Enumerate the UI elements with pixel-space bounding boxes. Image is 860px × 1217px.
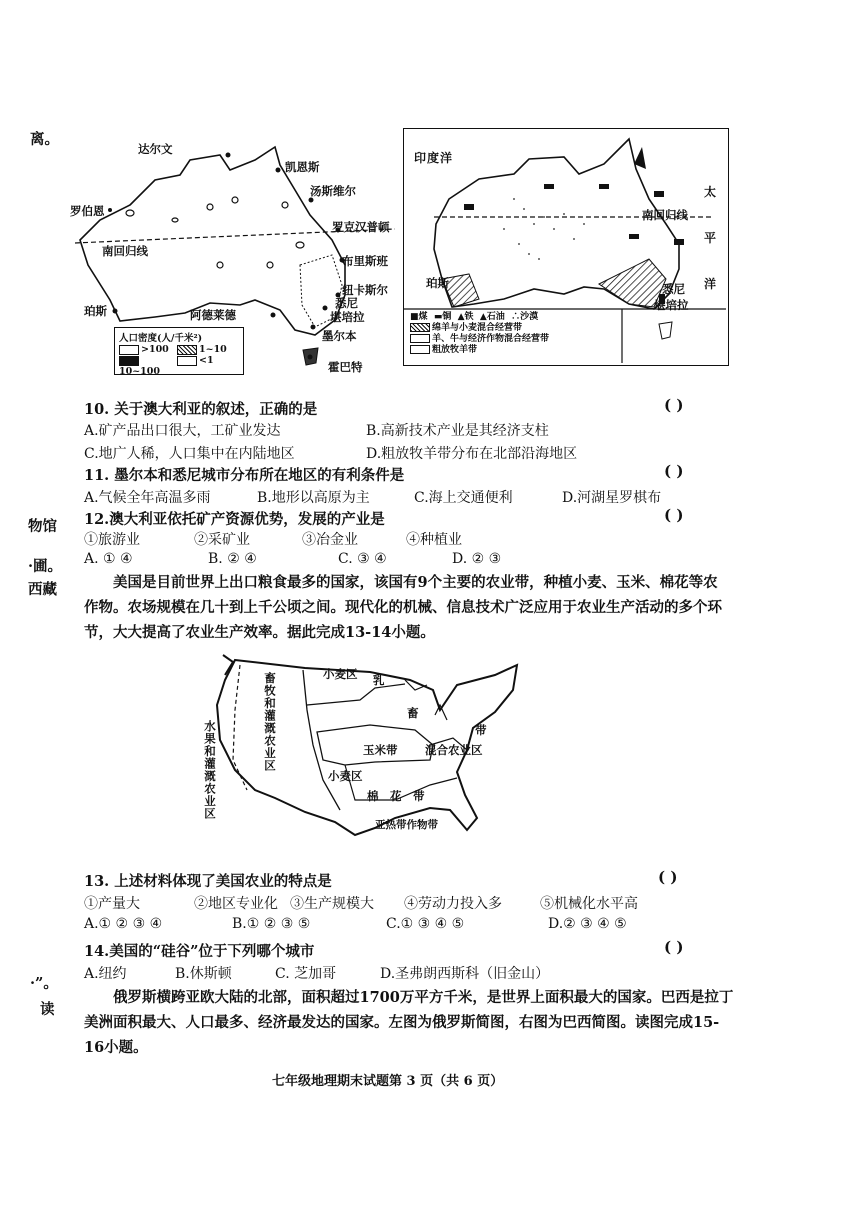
- q10-stem: 10. 关于澳大利亚的叙述，正确的是: [84, 401, 318, 418]
- q12-item-2: ②采矿业: [194, 532, 250, 548]
- q10-option-c[interactable]: C.地广人稀，人口集中在内陆地区: [84, 446, 295, 462]
- q12-answer-blank[interactable]: ( ): [664, 506, 684, 524]
- label-indian-ocean: 印度洋: [414, 151, 454, 165]
- q12-option-b[interactable]: B. ② ④: [208, 551, 257, 567]
- q14-option-b[interactable]: B.休斯顿: [175, 966, 232, 982]
- label-dairy-1: 乳: [373, 673, 385, 687]
- label-rockhampton: 罗克汉普顿: [332, 220, 390, 234]
- margin-mark-4: ·”。: [30, 975, 58, 992]
- label-fruit-irrigation: 水果和灌溉农业区: [203, 720, 217, 820]
- q10-option-b[interactable]: B.高新技术产业是其经济支柱: [366, 423, 549, 439]
- australia-agriculture-map: [403, 128, 729, 366]
- legend-coal: ■煤: [410, 312, 428, 322]
- label-cotton-belt: 棉 花 带: [367, 789, 425, 803]
- label-dairy-2: 畜: [407, 706, 419, 720]
- legend-item: 粗放牧羊带: [410, 345, 618, 356]
- label-pacific: 太平洋: [704, 185, 717, 291]
- label-corn-belt: 玉米带: [363, 743, 398, 757]
- q14-option-d[interactable]: D.圣弗朗西斯科（旧金山）: [380, 966, 550, 982]
- australia-population-map: [70, 135, 410, 380]
- legend-item: 1~10: [177, 344, 235, 355]
- legend-oil: ▲石油: [479, 312, 505, 322]
- q13-stem: 13. 上述材料体现了美国农业的特点是: [84, 873, 332, 890]
- label-cairns: 凯恩斯: [285, 160, 320, 174]
- q12-option-c[interactable]: C. ③ ④: [338, 551, 387, 567]
- passage-usa-agriculture: 美国是目前世界上出口粮食最多的国家，该国有9个主要的农业带，种植小麦、玉米、棉花等农作物。农场规模在几十到上千公顷之间。现代化的机械、信息技术广泛应用于农业生产活动的多个环节，大大提高了农业生产效率。据此完成13-14小题。: [84, 574, 722, 641]
- q12-item-1: ①旅游业: [84, 532, 140, 548]
- population-legend: [114, 327, 244, 375]
- label-canberra: 堪培拉: [330, 310, 365, 324]
- q11-stem: 11. 墨尔本和悉尼城市分布所在地区的有利条件是: [84, 467, 405, 484]
- label-canberra-right: 堪培拉: [654, 298, 689, 312]
- q12-item-3: ③冶金业: [302, 532, 358, 548]
- q12-option-a[interactable]: A. ① ④: [84, 551, 133, 567]
- margin-mark-5: 读: [40, 1001, 55, 1018]
- label-perth: 珀斯: [84, 304, 107, 318]
- margin-mark-2: ·圃。: [28, 558, 63, 575]
- label-townsville: 汤斯维尔: [310, 184, 356, 198]
- label-melbourne: 墨尔本: [322, 329, 357, 343]
- q11-option-d[interactable]: D.河湖星罗棋布: [562, 490, 662, 506]
- label-sydney: 悉尼: [335, 296, 358, 310]
- label-mixed-farming: 混合农业区: [425, 743, 483, 757]
- legend-iron: ▲铁: [457, 312, 474, 322]
- label-dairy-3: 带: [475, 723, 487, 737]
- q12-option-d[interactable]: D. ② ③: [452, 551, 502, 567]
- label-darwin: 达尔文: [138, 142, 173, 156]
- usa-agriculture-map: [195, 650, 540, 850]
- label-wheat-north: 小麦区: [323, 667, 358, 681]
- q13-item-2: ②地区专业化: [194, 896, 278, 912]
- q14-option-a[interactable]: A.纽约: [84, 966, 127, 982]
- q13-option-b[interactable]: B.① ② ③ ⑤: [232, 916, 311, 932]
- q13-option-a[interactable]: A.① ② ③ ④: [84, 916, 163, 932]
- q13-item-5: ⑤机械化水平高: [540, 896, 638, 912]
- q11-option-a[interactable]: A.气候全年高温多雨: [84, 490, 211, 506]
- label-tropic-right: 南回归线: [642, 208, 688, 222]
- agriculture-legend: [410, 312, 618, 356]
- q11-answer-blank[interactable]: ( ): [664, 462, 684, 480]
- legend-desert: ∴沙漠: [511, 312, 539, 322]
- label-hobart: 霍巴特: [328, 360, 363, 374]
- label-ranch-irrigation: 畜牧和灌溉农业区: [263, 672, 277, 772]
- margin-mark-1: 物馆: [28, 518, 57, 535]
- q10-answer-blank[interactable]: ( ): [664, 396, 684, 414]
- passage-russia-brazil: 俄罗斯横跨亚欧大陆的北部，面积超过1700万平方千米，是世界上面积最大的国家。巴西是拉丁美洲面积最大、人口最多、经济最发达的国家。左图为俄罗斯简图，右图为巴西简图。读图完成15-16小题。: [84, 989, 734, 1056]
- label-sydney-right: 悉尼: [662, 282, 685, 296]
- q13-item-3: ③生产规模大: [290, 896, 374, 912]
- label-tropic: 南回归线: [102, 244, 148, 258]
- page-footer: 七年级地理期末试题第 3 页（共 6 页）: [272, 1074, 504, 1089]
- label-wheat-south: 小麦区: [328, 769, 363, 783]
- q12-item-4: ④种植业: [406, 532, 462, 548]
- legend-item: 绵羊与小麦混合经营带: [410, 323, 618, 334]
- legend-title: 人口密度(人/千米²): [119, 333, 203, 344]
- legend-item: 10~100: [119, 355, 177, 377]
- q11-option-c[interactable]: C.海上交通便利: [414, 490, 513, 506]
- legend-copper: ▬铜: [433, 312, 452, 322]
- margin-mark-top: 离。: [30, 131, 59, 148]
- q10-option-a[interactable]: A.矿产品出口很大，工矿业发达: [84, 423, 281, 439]
- q14-answer-blank[interactable]: ( ): [664, 938, 684, 956]
- legend-item: 羊、牛与经济作物混合经营带: [410, 334, 618, 345]
- q12-stem: 12.澳大利亚依托矿产资源优势，发展的产业是: [84, 511, 385, 528]
- q13-answer-blank[interactable]: ( ): [658, 868, 678, 886]
- label-brisbane: 布里斯班: [342, 254, 388, 268]
- q13-item-4: ④劳动力投入多: [404, 896, 502, 912]
- q13-item-1: ①产量大: [84, 896, 140, 912]
- label-subtropical: 亚热带作物带: [375, 819, 438, 831]
- mineral-legend: [410, 312, 618, 323]
- q13-option-c[interactable]: C.① ③ ④ ⑤: [386, 916, 465, 932]
- label-newcastle: 纽卡斯尔: [342, 283, 388, 297]
- q14-option-c[interactable]: C. 芝加哥: [275, 966, 337, 982]
- q10-option-d[interactable]: D.粗放牧羊带分布在北部沿海地区: [366, 446, 578, 462]
- label-perth-right: 珀斯: [426, 276, 449, 290]
- margin-mark-3: 西藏: [28, 581, 57, 598]
- legend-item: <1: [177, 355, 235, 377]
- q11-option-b[interactable]: B.地形以高原为主: [257, 490, 370, 506]
- q13-option-d[interactable]: D.② ③ ④ ⑤: [548, 916, 627, 932]
- legend-item: >100: [119, 344, 177, 355]
- label-adelaide: 阿德莱德: [190, 308, 236, 322]
- q14-stem: 14.美国的“硅谷”位于下列哪个城市: [84, 943, 315, 960]
- label-broome: 罗伯恩: [70, 204, 105, 218]
